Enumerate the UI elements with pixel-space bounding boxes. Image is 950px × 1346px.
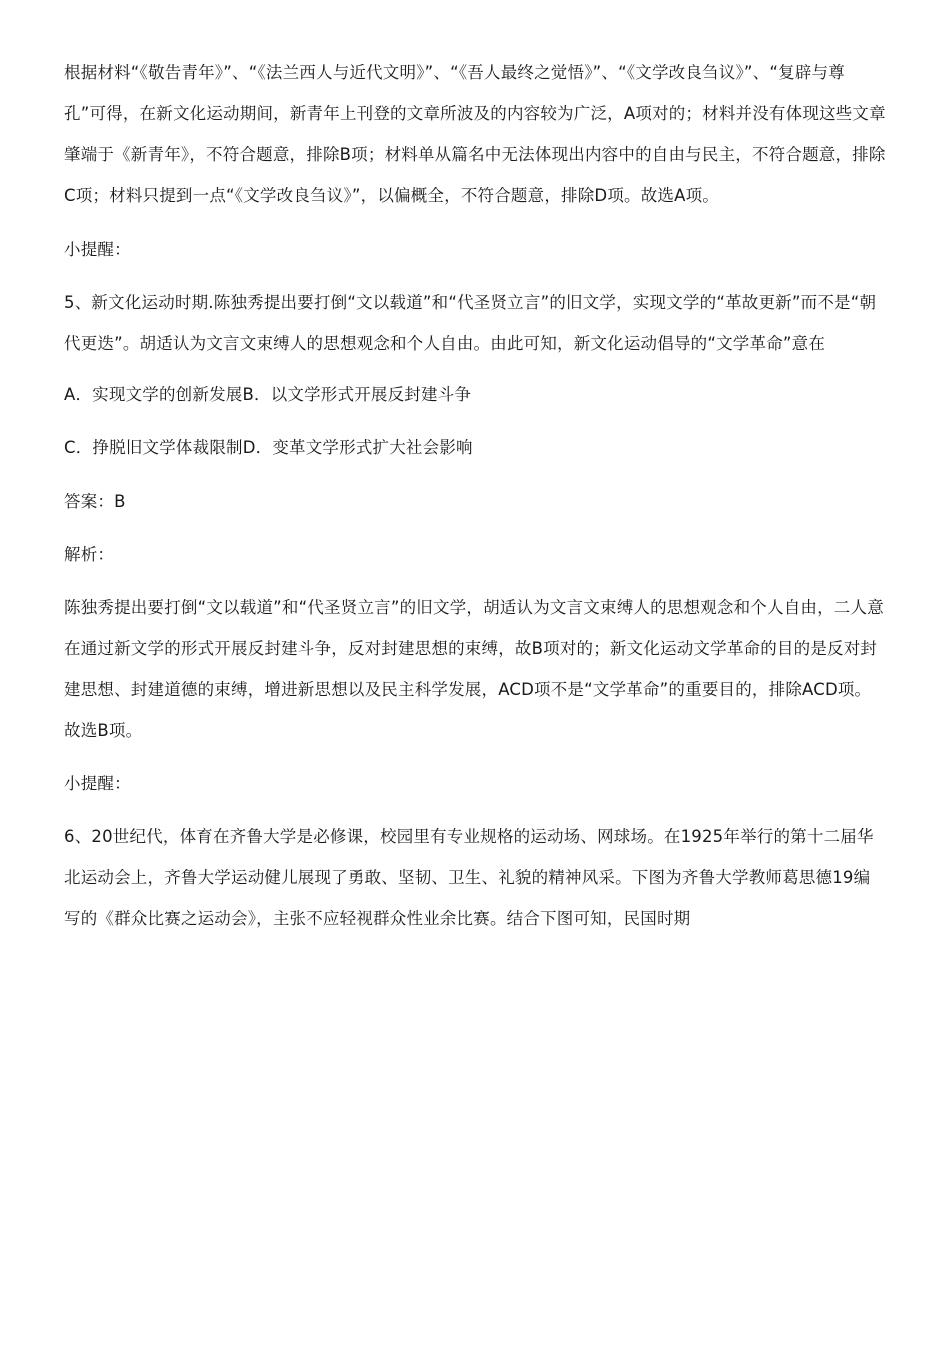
tip-label: 小提醒：: [64, 774, 131, 793]
question-5-options-cd: C．挣脱旧文学体裁限制D．变革文学形式扩大社会影响: [64, 438, 473, 457]
tip-label: 小提醒：: [64, 240, 131, 259]
previous-question-analysis: 根据材料“《敬告青年》”、“《法兰西人与近代文明》”、“《吾人最终之觉悟》”、“《文学改良刍议》”、“复辟与尊孔”可得，在新文化运动期间，新青年上刊登的文章所波及的内容较为广泛，A项对的；材料并没有体现这些文章肇端于《新青年》，不符合题意，排除B项；材料单从篇名中无法体现出内容中的自由与民主，不符合题意，排除C项；材料只提到一点“《文学改良刍议》”，以偏概全，不符合题意，排除D项。故选A项。: [64, 63, 886, 205]
question-5-analysis-label: 解析：: [64, 545, 115, 564]
question-5-answer: 答案：B: [64, 492, 126, 511]
question-5-options-ab: A．实现文学的创新发展B．以文学形式开展反封建斗争: [64, 385, 472, 404]
question-6-stem: 6、20世纪代，体育在齐鲁大学是必修课，校园里有专业规格的运动场、网球场。在1925年举行的第十二届华北运动会上，齐鲁大学运动健儿展现了勇敢、坚韧、卫生、礼貌的精神风采。下图为齐鲁大学教师葛思德19编写的《群众比赛之运动会》，主张不应轻视群众性业余比赛。结合下图可知，民国时期: [64, 827, 874, 928]
question-5-analysis: 陈独秀提出要打倒“文以载道”和“代圣贤立言”的旧文学，胡适认为文言文束缚人的思想观念和个人自由，二人意在通过新文学的形式开展反封建斗争，反对封建思想的束缚，故B项对的；新文化运动文学革命的目的是反对封建思想、封建道德的束缚，增进新思想以及民主科学发展，ACD项不是“文学革命”的重要目的，排除ACD项。故选B项。: [64, 598, 884, 740]
question-5-stem: 5、新文化运动时期.陈独秀提出要打倒“文以载道”和“代圣贤立言”的旧文学，实现文学的“革故更新”而不是“朝代更迭”。胡适认为文言文束缚人的思想观念和个人自由。由此可知，新文化运动倡导的“文学革命”意在: [64, 293, 877, 353]
